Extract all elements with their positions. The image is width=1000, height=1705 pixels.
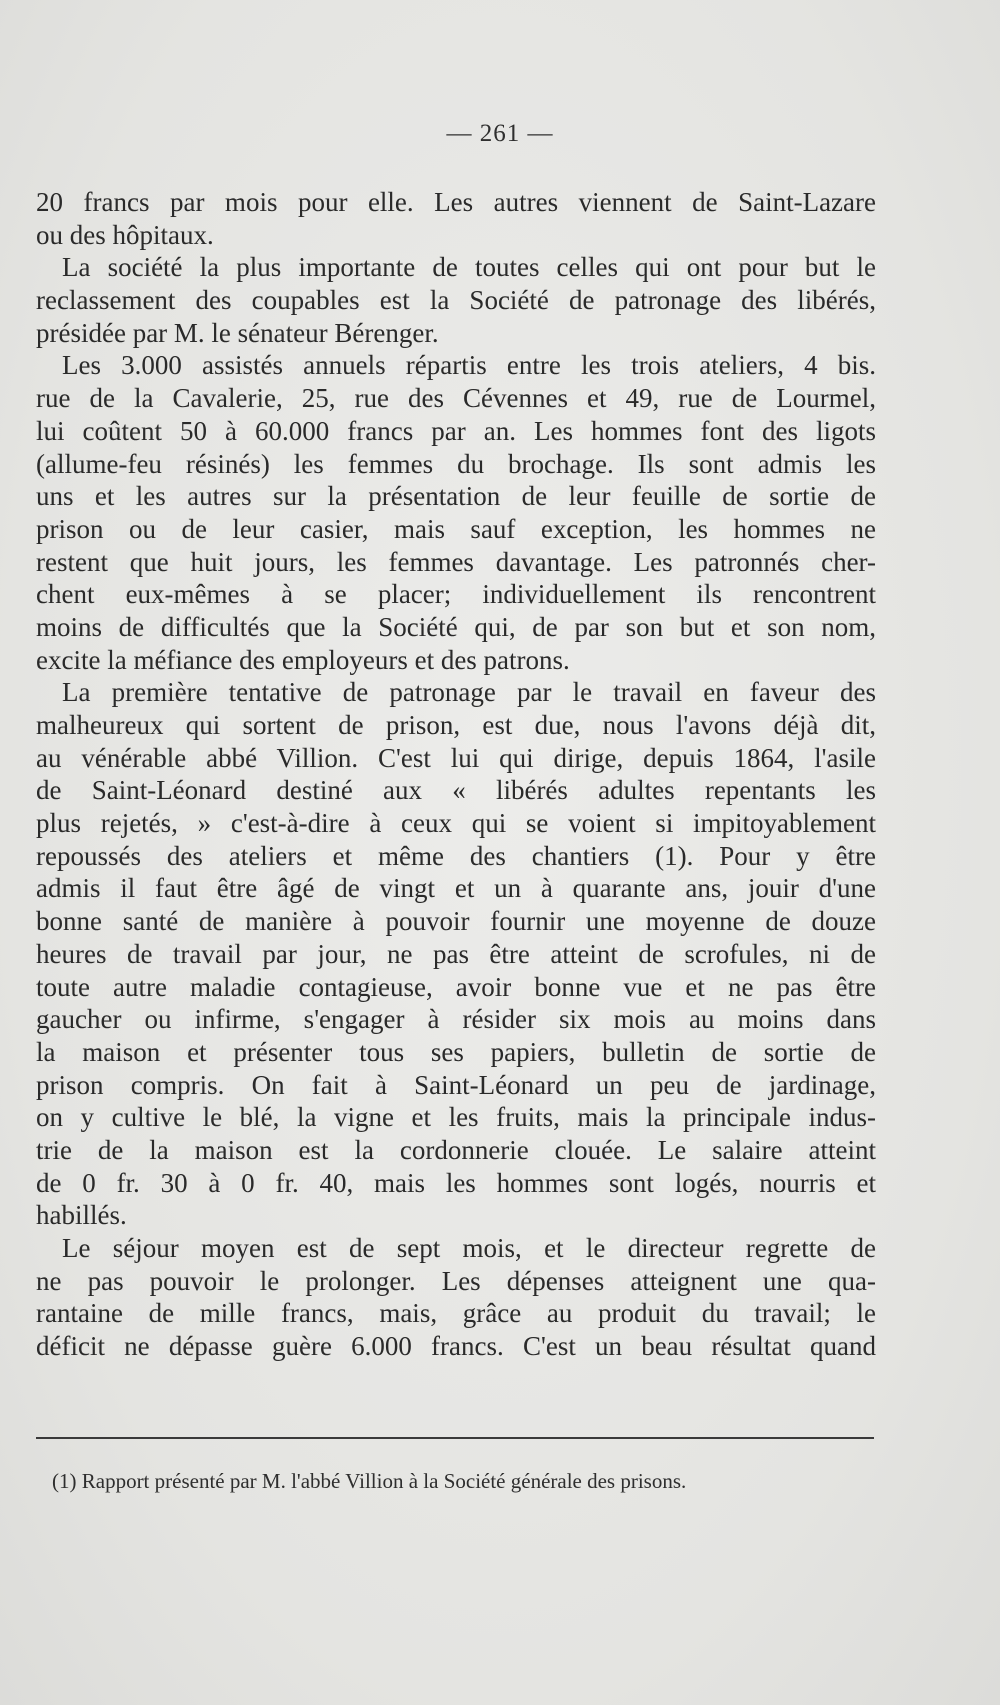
- text-line: ou des hôpitaux.: [36, 219, 214, 250]
- text-line: Le séjour moyen est de sept mois, et le directeur regrette de: [62, 1233, 876, 1263]
- text-line: La première tentative de patronage par le travail en faveur des: [62, 677, 876, 708]
- text-line: repoussés des ateliers et même des chantiers (1). Pour y être: [36, 840, 876, 871]
- text-line: bonne santé de manière à pouvoir fournir une moyenne de douze: [36, 906, 876, 937]
- body-text: [36, 186, 876, 1363]
- footnote-divider: [36, 1437, 874, 1439]
- text-line: Les 3.000 assistés annuels répartis entre les trois ateliers, 4 bis.: [62, 350, 876, 381]
- text-line: moins de difficultés que la Société qui, de par son but et son nom,: [36, 611, 876, 642]
- text-line: restent que huit jours, les femmes davantage. Les patronnés cher-: [36, 546, 876, 577]
- text-line: malheureux qui sortent de prison, est due, nous l'avons déjà dit,: [36, 710, 876, 740]
- text-line: habillés.: [36, 1200, 127, 1231]
- text-line: reclassement des coupables est la Société de patronage des libérés,: [36, 285, 876, 316]
- text-line: de Saint-Léonard destiné aux « libérés adultes repentants les: [36, 775, 876, 806]
- text-line: (allume-feu résinés) les femmes du brochage. Ils sont admis les: [36, 448, 876, 479]
- text-line: La société la plus importante de toutes celles qui ont pour but le: [62, 252, 876, 283]
- text-line: chent eux-mêmes à se placer; individuellement ils rencontrent: [36, 579, 876, 610]
- text-line: rantaine de mille francs, mais, grâce au produit du travail; le: [36, 1298, 876, 1329]
- text-line: prison ou de leur casier, mais sauf exception, les hommes ne: [36, 513, 876, 544]
- text-line: admis il faut être âgé de vingt et un à quarante ans, jouir d'une: [36, 873, 876, 904]
- text-line: heures de travail par jour, ne pas être atteint de scrofules, ni de: [36, 938, 876, 969]
- text-line: lui coûtent 50 à 60.000 francs par an. Les hommes font des ligots: [36, 415, 876, 446]
- text-line: au vénérable abbé Villion. C'est lui qui dirige, depuis 1864, l'asile: [36, 742, 876, 773]
- text-line: toute autre maladie contagieuse, avoir bonne vue et ne pas être: [36, 971, 876, 1002]
- text-line: 20 francs par mois pour elle. Les autres viennent de Saint-Lazare: [36, 187, 876, 217]
- text-line: présidée par M. le sénateur Bérenger.: [36, 317, 439, 348]
- text-line: plus rejetés, » c'est-à-dire à ceux qui se voient si impitoyablement: [36, 808, 876, 839]
- text-line: rue de la Cavalerie, 25, rue des Cévennes et 49, rue de Lourmel,: [36, 383, 876, 414]
- page-number: — 261 —: [446, 120, 554, 147]
- text-line: ne pas pouvoir le prolonger. Les dépenses atteignent une qua-: [36, 1265, 876, 1296]
- text-line: uns et les autres sur la présentation de leur feuille de sortie de: [36, 481, 876, 512]
- text-line: la maison et présenter tous ses papiers, bulletin de sortie de: [36, 1036, 876, 1067]
- text-line: de 0 fr. 30 à 0 fr. 40, mais les hommes sont logés, nourris et: [36, 1167, 876, 1198]
- text-line: prison compris. On fait à Saint-Léonard un peu de jardinage,: [36, 1069, 876, 1100]
- text-line: on y cultive le blé, la vigne et les fruits, mais la principale indus-: [36, 1102, 876, 1133]
- text-line: déficit ne dépasse guère 6.000 francs. C'est un beau résultat quand: [36, 1331, 876, 1362]
- text-line: gaucher ou infirme, s'engager à résider six mois au moins dans: [36, 1004, 876, 1035]
- text-line: excite la méfiance des employeurs et des patrons.: [36, 644, 570, 675]
- footnote: (1) Rapport présenté par M. l'abbé Villion à la Société générale des prisons.: [52, 1469, 687, 1493]
- text-line: trie de la maison est la cordonnerie clouée. Le salaire atteint: [36, 1134, 876, 1165]
